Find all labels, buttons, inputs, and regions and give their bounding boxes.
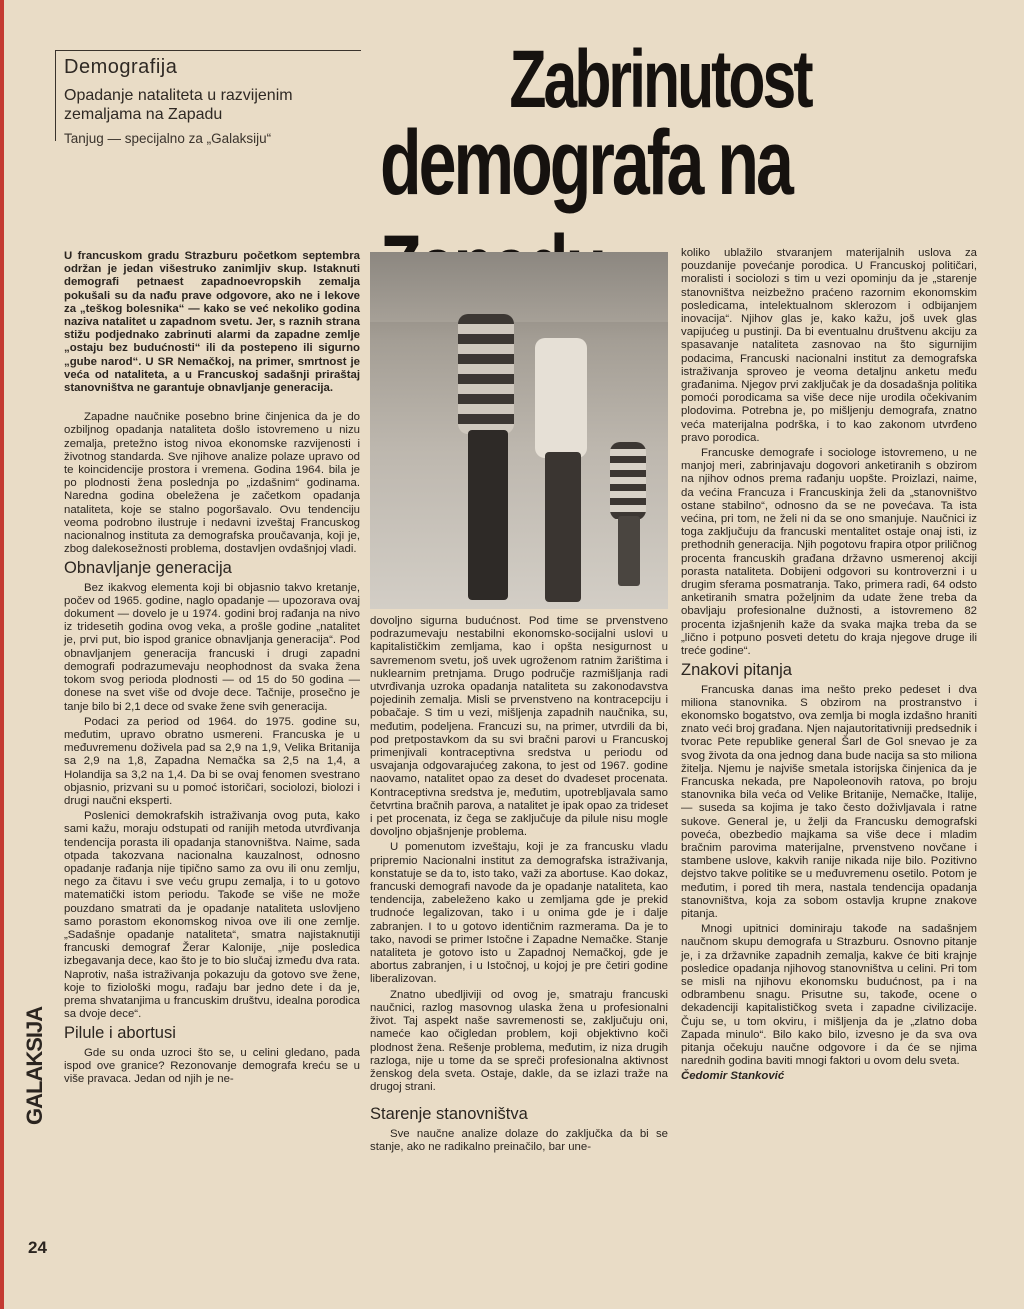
paragraph: Znatno ubedljiviji od ovog je, smatraju francuski naučnici, razlog masovnog ulaska žena u profesionalni život. Taj aspekt naše savremenosti se, zaključuju oni, nameće kao očigledan problem, koji objektivno koči plodnost žena. Rešenje problema, međutim, iz niza drugih razloga, nije u tome da se spreči profesionalna aktivnost ženskog dela sveta. Ostaje, dakle, da se izlazi traže na drugoj strani.	[370, 988, 668, 1094]
paragraph: Zapadne naučnike posebno brine činjenica da je do ozbiljnog opadanja nataliteta došlo istovremeno u nizu zemalja, pretežno istog nivoa ekonomske razvijenosti i životnog standarda. Sve njihove analize polaze upravo od te koincidencije prostora i vremena. Godina 1964. bila je po plodnosti žena poslednja po „izdašnim“ godinama. Naredna godina obeležena je začetkom opadanja nataliteta, koje se stalno pogoršavalo. Ovu tendenciju veoma podrobno ilustruje i nedavni izveštaj Francuskog nacionalnog instituta za demografska proučavanja, koji je, zbog dalekosežnosti problema, dostavljen ovdašnjoj vladi.	[64, 411, 360, 556]
column-2	[370, 615, 668, 1156]
paragraph: Podaci za period od 1964. do 1975. godine su, međutim, upravo obratno usmereni. Francuska je u međuvremenu doživela pad sa 2,9 na 1,9, Velika Britanija sa 2,9 na 1,8, Zapadna Nemačka sa 2,5 na 1,4, a Holandija sa 3,2 na 1,4. Da bi se ovaj fenomen svestrano objasnio, prizvani su u pomoć istoričari, sociolozi, biolozi i drugi naučni eksperti.	[64, 715, 360, 807]
article-byline: Tanjug — specijalno za „Galaksiju“	[64, 131, 272, 146]
headline-line-2: demografa na	[380, 112, 791, 214]
section-heading: Obnavljanje generacija	[64, 559, 232, 578]
author-signature: Čedomir Stanković	[681, 1070, 785, 1083]
paragraph: Francuska danas ima nešto preko pedeset i dva miliona stanovnika. S obzirom na prostranstvo i ekonomsko bogatstvo, ova zemlja bi mogla izdašno hraniti znato veći broj građana. Njen najautoritativniji predsednik i tvorac Pete republike general Šarl de Gol snevao je za svog života da ona jednog dana bude nacija sa sto miliona žitelja. Njemu je najviše smetala istorijska činjenica da je Francuska nekada, pre Napoleonovih ratova, po broju stanovnika bila veća od Velike Britanije, Nemačke, Italije, — suseda sa kojima je tako često doživljavala i ratne sukove. General je, u želji da Francusku demografski poveća, obezbedio majkama sa više dece i mladim bračnim parovima materijalne, prvenstveno novčane i stambene uslove, kakvih ranije nikada nije bilo. Pozitivno dejstvo takve politike se u međuvremenu osetilo. Potom je međutim, i pored tih mera, nastala tendencija opadanja stanovništva, koja za sobom ostavlja krupne znakove pitanja.	[681, 683, 977, 920]
adult-figure-left	[458, 314, 514, 434]
paragraph: Bez ikakvog elementa koji bi objasnio takvo kretanje, počev od 1965. godine, naglo opadanje — upozorava ovaj dokument — dovelo je u 1974. godini broj rađanja na nivo iz tridesetih godina ovog veka, a prošle godine „natalitet je, prvi put, bio ispod granice obnavljanja generacija“. Pod obnavljanjem generacija francuski i drugi zapadni demografi podrazumevaju neophodnost da svaka žena tokom svog perioda plodnosti — od 15 do 50 godina — donese na svet više od dvoje dece. Tačnije, prosečno je tanje bilo bi 2,1 dece od svake žene svih generacija.	[64, 581, 360, 713]
paragraph: dovoljno sigurna budućnost. Pod time se prvenstveno podrazumevaju nestabilni ekonomsko-socijalni uslovi u kapitalističkim zemljama, kao i opšta nesigurnost u savremenom svetu, još uvek ugroženom ratnim žarištima i nuklearnim pretnjama. Drugo područje razmišljanja radi utvrđivanja uzroka opadanja nataliteta su zakonodavstva pojedinih zemalja. Misli se prvenstveno na kontracepciju i pobačaje. S tim u vezi, mišljenja zapadnih naučnika, su, međutim, podeljena. Francuzi su, na primer, utvrdili da bi, pod pretpostavkom da su svi bračni parovi u Francuskoj primenjivali kontraceptivna sredstva u periodu od usvajanja odgovarajućeg zakona, to jest od 1967. godine naovamo, natalitet opao za deset do dvadeset procenata. Kontraceptivna sredstva je, međutim, upotrebljavala samo četvrtina bračnih parova, a natalitet je ipak opao za trideset i pet procenata, iz čega se zaključuje da pilule nisu mogle dovoljno objašnjenje problema.	[370, 615, 668, 839]
article-subtitle: Opadanje nataliteta u razvijenim zemaljama na Zapadu	[64, 87, 293, 123]
paragraph: Francuske demografe i sociologe istovremeno, u ne manjoj meri, zabrinjavaju dogovori anketiranih s obzirom na njihov odnos prema rađanju uopšte. Proizlazi, naime, da većina Francuza i Francuskinja želi da „stanovništvo ostane stabilno“, odnosno da se ne povećava. Ta ista većina, pri tom, ne želi ni da se ono smanjuje. Naučnici iz toga zaključuju da francuski mentalitet ostaje onaj isti, iz prethodnih generacija. Njih pogotovu frapira otpor priličnog procenta francuskih građana državno usmerenoj akciji porasta nataliteta. Dobijeni odgovori su kontroverzni i u drugim sferama posmatranja. Tako, primera radi, 64 odsto anketiranih smatra poželjnim da udate žene treba da obavljaju profesionalne dužnosti, a istovremeno 82 procenta izjašnjenih kaže da svaka majka treba da se „lično i potpuno posveti detetu do kraja njegove druge ili treće godine“.	[681, 447, 977, 658]
family-photo	[370, 252, 668, 609]
photo-background	[370, 252, 668, 322]
page-number: 24	[28, 1238, 47, 1257]
column-1	[64, 250, 360, 1088]
adult-figure-right-legs	[545, 452, 581, 602]
paragraph: Sve naučne analize dolaze do zaključka da bi se stanje, ako ne radikalno preinačilo, bar une-	[370, 1127, 668, 1153]
section-heading: Starenje stanovništva	[370, 1105, 528, 1124]
section-heading: Znakovi pitanja	[681, 661, 792, 680]
lead-paragraph: U francuskom gradu Strazburu početkom septembra održan je jedan višestruko zanimljiv skup. Istaknuti demografi petnaest zapadnoevropskih zemalja pokušali su da nađu prave odgovore, ako ne i lekove za „teškog bolesnika“ — kako se već nekoliko godina naziva natalitet u zapadnom svetu. Jer, s raznih strana stižu podjednako zabrinuti alarmi da zapadne zemlje „ostaju bez budućnosti“ ili da postepeno ili sigurno „gube narod“. U SR Nemačkoj, na primer, smrtnost je veća od nataliteta, a u Francuskoj sadašnji priraštaj stanovništva ne garantuje obnavljanje generacija.	[64, 250, 360, 395]
child-figure	[610, 442, 646, 520]
magazine-name: GALAKSIJA	[22, 1006, 47, 1125]
adult-figure-left-legs	[468, 430, 508, 600]
paragraph: Gde su onda uzroci što se, u celini gledano, pada ispod ove granice? Rezonovanje demografa kreću se u više pravaca. Jedan od njih je ne-	[64, 1046, 360, 1085]
paragraph: U pomenutom izveštaju, koji je za francusku vladu pripremio Nacionalni institut za demografska istraživanja, konstatuje se da to, isto tako, važi za abortuse. Kao dokaz, francuski demografi navode da je opadanje nataliteta, kao tendencija, zabeleženo kako u zemljama gde je prekid trudnoće legalizovan, tako i u onima gde je i dalje zabranjen. I to u gotovo identičnim razmerama. Da je to tako, navodi se primer Istočne i Zapadne Nemačke. Stanje nataliteta je gotovo isto u Zapadnoj Nemačkoj, gde je abortus zabranjen, i u Istočnoj, u kojoj je pre četiri godine liberalizovan.	[370, 841, 668, 986]
child-figure-legs	[618, 516, 640, 586]
section-kicker: Demografija	[64, 56, 178, 78]
section-heading: Pilule i abortusi	[64, 1024, 176, 1043]
paragraph: Poslenici demokrafskih istraživanja ovog puta, kako sami kažu, moraju odstupati od ranijih metoda utvrđivanja tendencija porasta ili opadanja stanovništva. Naime, sada otpada takozvana nacionalna kauzalnost, odnosno opadanje rađanja nije tipično samo za ovu ili onu zemlju, nego za čitavu i sve veću grupu zemalja, i to u gotovo matematički istom periodu. Takođe se više ne može pouzdano smatrati da je opadanje nataliteta uslovljeno samo porastom ekonomskog nivoa ove ili one zemlje. „Sadašnje opadanje nataliteta“, smatra najistaknutiji francuski demograf Žerar Kalonije, „nije posledica izbegavanja dece, kao što je to bio slučaj između dva rata. Naprotiv, naša istraživanja pokazuju da gotovo sve žene, koje to fiziološki mogu, rađaju bar jedno dete i da je, prema shvatanjima u francuskim društvu, idealna porodica sa dvoje dece“.	[64, 810, 360, 1021]
headline-line-1: Zabrinutost	[509, 34, 811, 125]
paragraph: koliko ublažilo stvaranjem materijalnih uslova za pouzdanije povećanje porodica. U Francuskoj političari, moralisti i sociolozi s tim u vezi opominju da je „starenje stanovništva neizbežno praćeno razornim ekonomskim posledicama, intelektualnom sklerozom i odbijanjem inovacija“. Njihov glas je, kako kažu, još uvek glas vapijućeg u pustinji. Da bi eventualnu društvenu akciju za spasavanje nataliteta zasnovao na što sigurnijim podacima, Francuski nacionalni institut za demografska istraživanja sproveo je veoma detaljnu anketu među građanima. Njegov prvi zaključak je da dosadašnja politika pomoći porodicama sa više dece nije urodila očekivanim plodovima. Potrebna je, po mišljenju demografa, znatno veća materijalna podrška, i to kao zakonom utvrđeno pravo porodica.	[681, 247, 977, 444]
paragraph: Mnogi upitnici dominiraju takođe na sadašnjem naučnom skupu demografa u Strazburu. Osnovno pitanje je, i za državnike zapadnih zemalja, kakve će biti krajnje posledice opadanja njihovog stanovništva u celini. Pri tom se misli na njihovu ekonomsku budućnost, pa i na odbrambenu snagu. Prisutne su, takođe, ocene o dekadenciji kapitalističkog sveta i zapadne civilizacije. Čuju se, u tom okviru, i mišljenja da je „zlatno doba Zapada minulo“. Bilo kako bilo, izvesno je da sva ova pitanja očekuju naučne odgovore i da će se njima narednih godina baviti mnogi faktori u ovom delu sveta.	[681, 923, 977, 1068]
adult-figure-right	[535, 338, 587, 458]
red-margin-bar	[0, 0, 4, 1309]
column-3	[681, 247, 977, 1086]
